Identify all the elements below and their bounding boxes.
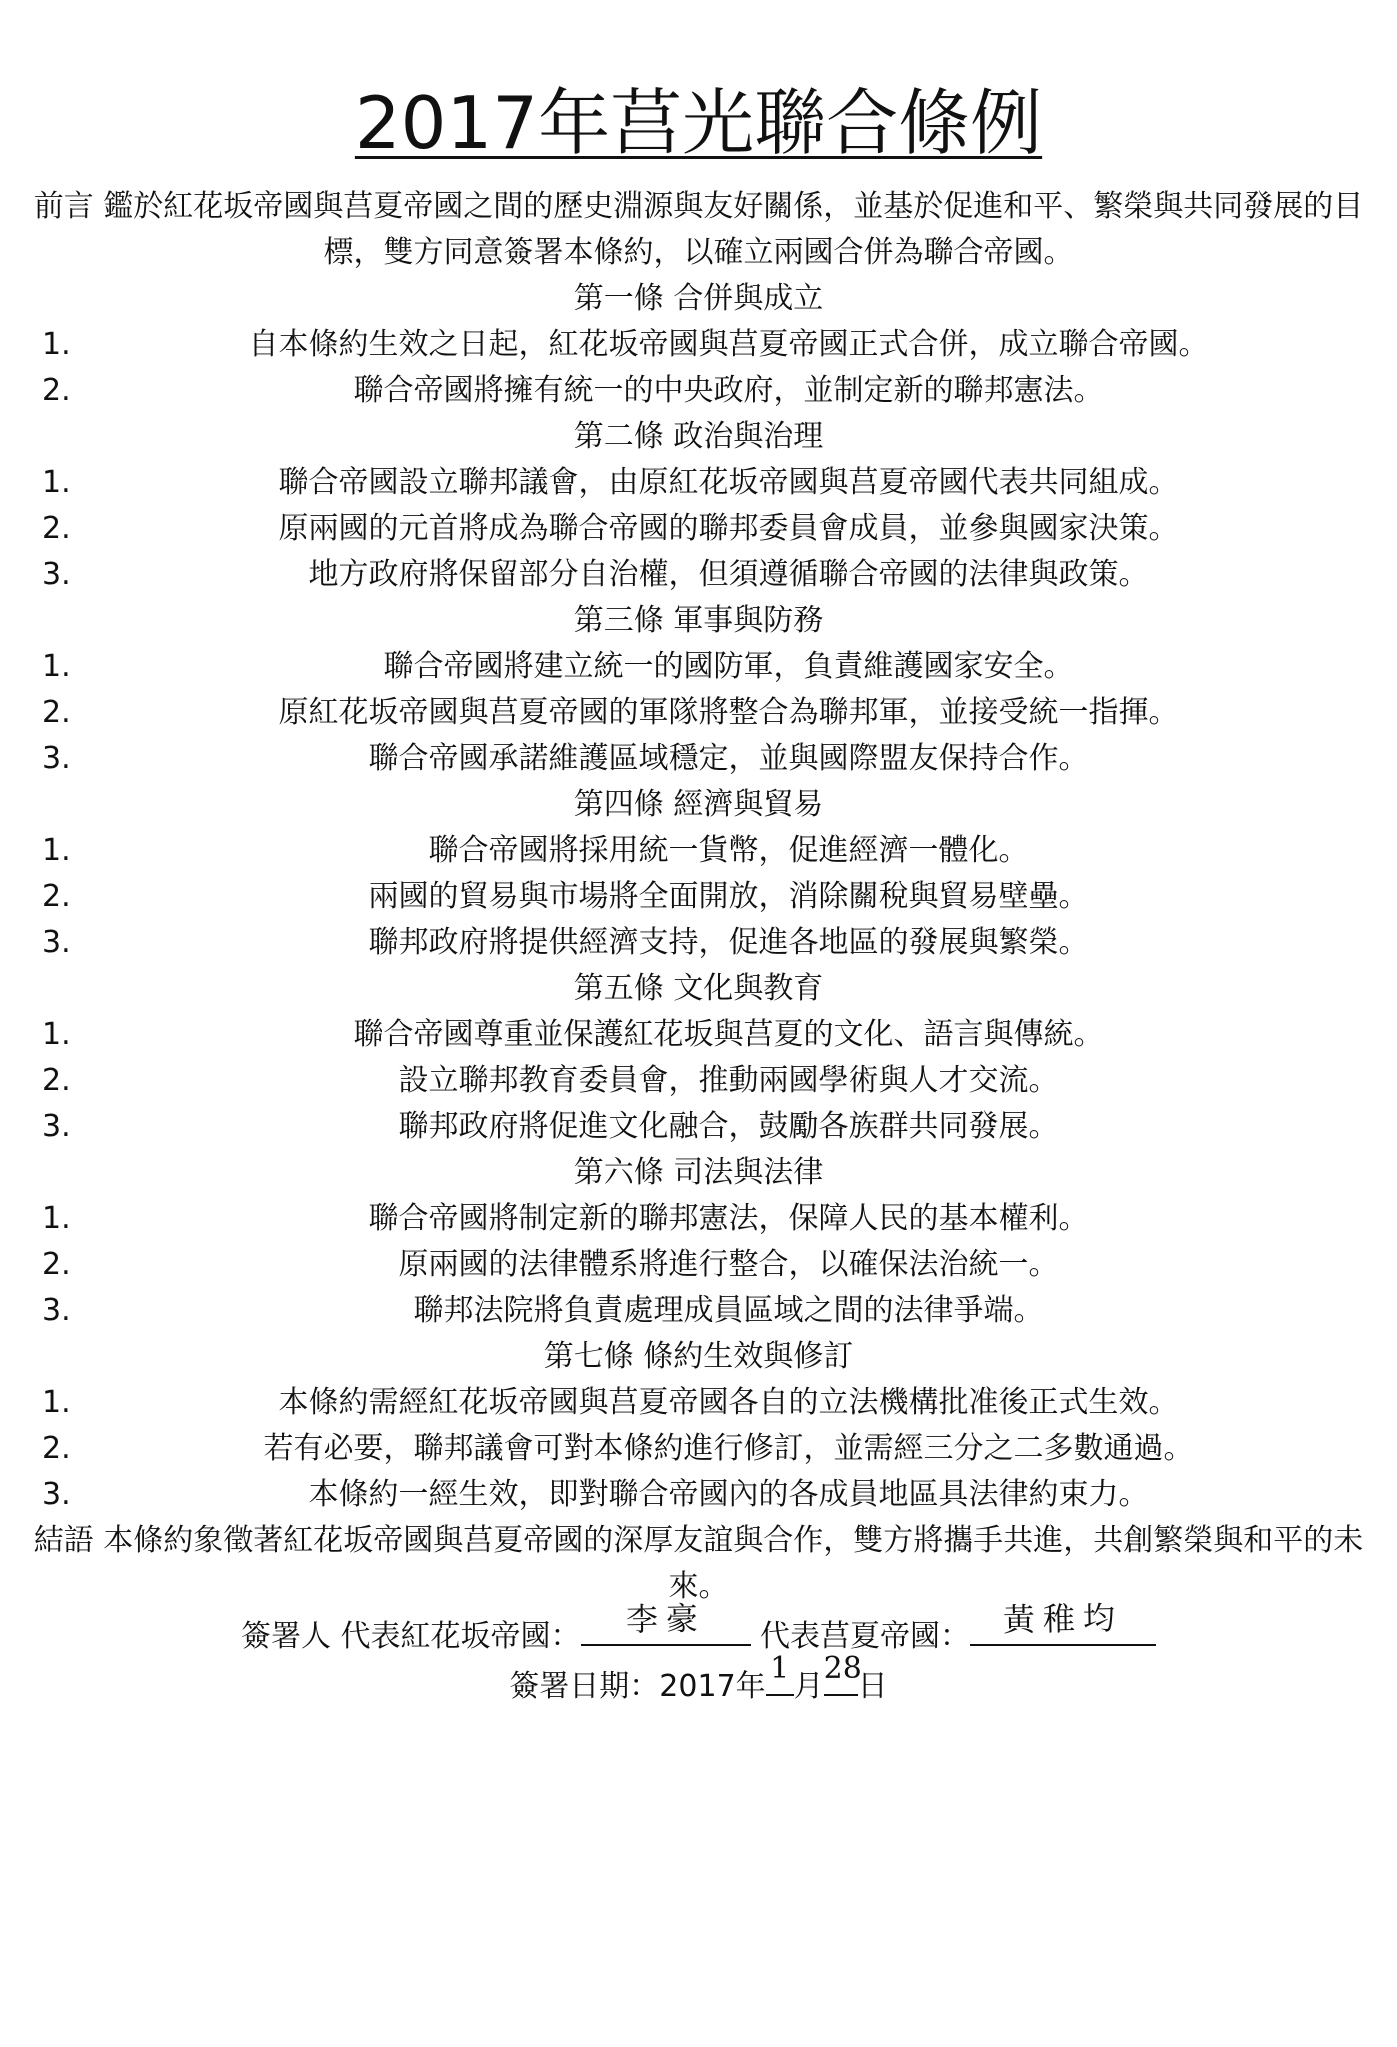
item-text: 聯合帝國將採用統一貨幣，促進經濟一體化。 — [428, 833, 1029, 868]
item-text: 聯合帝國尊重並保護紅花坂與莒夏的文化、語言與傳統。 — [353, 1017, 1104, 1052]
article-item — [30, 828, 1367, 874]
handwritten-signature-2: 黃稚均 — [1002, 1598, 1124, 1640]
article-heading: 第二條 政治與治理 — [573, 419, 824, 454]
date-month-unit: 月 — [793, 1669, 824, 1704]
handwritten-signature-1: 李豪 — [625, 1599, 706, 1639]
page-title: 2017年莒光聯合條例 — [354, 81, 1043, 165]
article-item — [30, 460, 1367, 506]
handwritten-day: 28 — [823, 1651, 862, 1686]
item-text: 聯合帝國將建立統一的國防軍，負責維護國家安全。 — [383, 649, 1074, 684]
item-number: 3. — [42, 925, 71, 960]
item-number: 1. — [42, 833, 71, 868]
article-item — [30, 690, 1367, 736]
handwritten-month: 1 — [770, 1651, 790, 1686]
article-item — [30, 736, 1367, 782]
conclusion: 結語 本條約象徵著紅花坂帝國與莒夏帝國的深厚友誼與合作，雙方將攜手共進，共創繁榮與和平的未來。 — [33, 1523, 1364, 1604]
treaty-content — [30, 184, 1367, 1710]
article-item — [30, 1426, 1367, 1472]
article-item — [30, 920, 1367, 966]
article-item — [30, 1058, 1367, 1104]
date-day-blank — [823, 1651, 862, 1696]
signature-prefix: 簽署人 代表紅花坂帝國： — [240, 1619, 581, 1654]
article-heading: 第六條 司法與法律 — [573, 1155, 824, 1190]
item-number: 3. — [42, 1293, 71, 1328]
item-number: 3. — [42, 741, 71, 776]
item-number: 2. — [42, 1431, 71, 1466]
item-number: 1. — [42, 465, 71, 500]
article-item — [30, 1242, 1367, 1288]
date-day-unit: 日 — [857, 1669, 888, 1704]
item-text: 聯合帝國將制定新的聯邦憲法，保障人民的基本權利。 — [368, 1201, 1089, 1236]
item-text: 聯合帝國設立聯邦議會，由原紅花坂帝國與莒夏帝國代表共同組成。 — [278, 465, 1179, 500]
item-number: 2. — [42, 1063, 71, 1098]
item-text: 兩國的貿易與市場將全面開放，消除關稅與貿易壁壘。 — [368, 879, 1089, 914]
article-heading: 第四條 經濟與貿易 — [573, 787, 824, 822]
date-line — [30, 1651, 1367, 1710]
item-number: 1. — [42, 1201, 71, 1236]
signature-blank-1 — [581, 1599, 751, 1646]
item-text: 聯邦政府將促進文化融合，鼓勵各族群共同發展。 — [398, 1109, 1059, 1144]
article-item — [30, 506, 1367, 552]
item-text: 本條約需經紅花坂帝國與莒夏帝國各自的立法機構批准後正式生效。 — [278, 1385, 1179, 1420]
item-text: 聯合帝國承諾維護區域穩定，並與國際盟友保持合作。 — [368, 741, 1089, 776]
article-item — [30, 1104, 1367, 1150]
item-text: 地方政府將保留部分自治權，但須遵循聯合帝國的法律與政策。 — [308, 557, 1149, 592]
item-text: 本條約一經生效，即對聯合帝國內的各成員地區具法律約束力。 — [308, 1477, 1149, 1512]
item-number: 2. — [42, 373, 71, 408]
article-heading: 第三條 軍事與防務 — [573, 603, 824, 638]
item-number: 1. — [42, 1385, 71, 1420]
signature-line — [30, 1598, 1367, 1660]
signature-blank-2 — [970, 1598, 1156, 1646]
item-text: 自本條約生效之日起，紅花坂帝國與莒夏帝國正式合併，成立聯合帝國。 — [248, 327, 1209, 362]
item-number: 2. — [42, 511, 71, 546]
item-text: 原紅花坂帝國與莒夏帝國的軍隊將整合為聯邦軍，並接受統一指揮。 — [278, 695, 1179, 730]
date-prefix: 簽署日期：2017年 — [509, 1669, 766, 1704]
article-heading: 第七條 條約生效與修訂 — [543, 1339, 854, 1374]
preamble: 前言 鑑於紅花坂帝國與莒夏帝國之間的歷史淵源與友好關係，並基於促進和平、繁榮與共同發展的目標，雙方同意簽署本條約，以確立兩國合併為聯合帝國。 — [33, 189, 1364, 270]
article-item — [30, 1196, 1367, 1242]
item-number: 1. — [42, 327, 71, 362]
article-item — [30, 1380, 1367, 1426]
item-text: 原兩國的法律體系將進行整合，以確保法治統一。 — [398, 1247, 1059, 1282]
article-item — [30, 874, 1367, 920]
item-number: 2. — [42, 695, 71, 730]
item-text: 原兩國的元首將成為聯合帝國的聯邦委員會成員，並參與國家決策。 — [278, 511, 1179, 546]
article-heading: 第五條 文化與教育 — [573, 971, 824, 1006]
item-number: 2. — [42, 879, 71, 914]
articles-container — [30, 276, 1367, 1518]
item-text: 聯邦法院將負責處理成員區域之間的法律爭端。 — [413, 1293, 1044, 1328]
item-number: 3. — [42, 1109, 71, 1144]
article-item — [30, 322, 1367, 368]
item-text: 設立聯邦教育委員會，推動兩國學術與人才交流。 — [398, 1063, 1059, 1098]
article-item — [30, 1012, 1367, 1058]
article-item — [30, 1288, 1367, 1334]
item-text: 聯邦政府將提供經濟支持，促進各地區的發展與繁榮。 — [368, 925, 1089, 960]
item-number: 1. — [42, 649, 71, 684]
item-number: 3. — [42, 557, 71, 592]
signature-middle: 代表莒夏帝國： — [750, 1619, 971, 1654]
article-item — [30, 552, 1367, 598]
article-heading: 第一條 合併與成立 — [573, 281, 824, 316]
item-text: 聯合帝國將擁有統一的中央政府，並制定新的聯邦憲法。 — [353, 373, 1104, 408]
article-item — [30, 1472, 1367, 1518]
article-item — [30, 644, 1367, 690]
item-number: 2. — [42, 1247, 71, 1282]
article-item — [30, 368, 1367, 414]
item-number: 3. — [42, 1477, 71, 1512]
item-number: 1. — [42, 1017, 71, 1052]
item-text: 若有必要，聯邦議會可對本條約進行修訂，並需經三分之二多數通過。 — [263, 1431, 1194, 1466]
date-month-blank — [766, 1651, 794, 1696]
